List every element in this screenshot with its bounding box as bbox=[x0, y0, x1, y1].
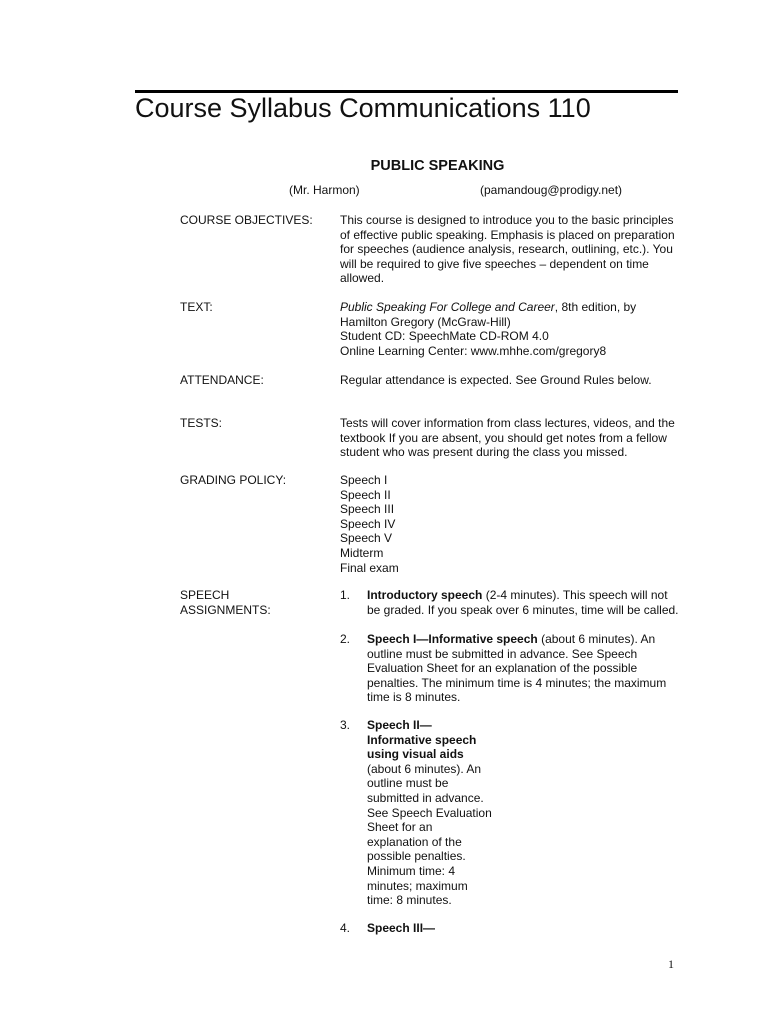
tests-line: textbook If you are absent, you should get notes from a fellow bbox=[340, 430, 667, 445]
assignment-line: minutes; maximum bbox=[367, 878, 468, 893]
text-line: Student CD: SpeechMate CD-ROM 4.0 bbox=[340, 329, 549, 344]
assignment-rest: (about 6 minutes). An bbox=[537, 632, 656, 646]
assignment-title-line: Speech II— bbox=[367, 718, 432, 732]
assignment-first-line bbox=[367, 632, 666, 647]
text-details bbox=[340, 300, 700, 358]
tests-label: TESTS: bbox=[180, 416, 223, 430]
assignment-first-line bbox=[367, 921, 435, 936]
assignment-line: outline must be submitted in advance. See Speech bbox=[367, 646, 638, 661]
grading-item: Speech V bbox=[340, 531, 393, 546]
grading-list bbox=[340, 473, 700, 575]
course-subtitle: PUBLIC SPEAKING bbox=[370, 158, 505, 174]
assignment-title: Introductory speech bbox=[367, 588, 483, 602]
assignment-first-line bbox=[367, 588, 679, 603]
assignment-number: 1. bbox=[340, 588, 351, 602]
grading-item: Speech I bbox=[340, 473, 388, 487]
assignment-line: penalties. The minimum time is 4 minutes; the maximum bbox=[367, 675, 667, 690]
instructor-name: (Mr. Harmon) bbox=[289, 183, 360, 197]
assignment-title: Speech I—Informative speech bbox=[367, 632, 538, 646]
assignment-item bbox=[367, 588, 679, 617]
grading-item: Final exam bbox=[340, 560, 399, 575]
objectives-line: allowed. bbox=[340, 271, 385, 286]
assignment-item bbox=[367, 632, 666, 705]
assignment-line: be graded. If you speak over 6 minutes, time will be called. bbox=[367, 602, 679, 617]
assignment-line: time is 8 minutes. bbox=[367, 690, 461, 705]
assignment-number: 3. bbox=[340, 718, 351, 732]
assignment-rest: (2-4 minutes). This speech will not bbox=[482, 588, 668, 602]
assignment-title-line: using visual aids bbox=[367, 747, 464, 762]
objectives-line: This course is designed to introduce you to the basic principles bbox=[340, 213, 674, 227]
assignment-title-line: Informative speech bbox=[367, 732, 477, 747]
assignment-line: (about 6 minutes). An bbox=[367, 761, 482, 776]
grading-label: GRADING POLICY: bbox=[180, 473, 287, 487]
assignments-label: SPEECH ASSIGNMENTS: bbox=[180, 588, 271, 617]
tests-text bbox=[340, 416, 700, 460]
assignment-number: 4. bbox=[340, 921, 351, 935]
instructor-email: (pamandoug@prodigy.net) bbox=[480, 183, 623, 197]
assignment-item bbox=[367, 718, 492, 908]
attendance-line: Regular attendance is expected. See Ground Rules below. bbox=[340, 373, 652, 387]
text-line: Online Learning Center: www.mhhe.com/gregory8 bbox=[340, 343, 607, 358]
assignment-number: 2. bbox=[340, 632, 351, 646]
assignment-line: explanation of the bbox=[367, 834, 462, 849]
book-title: Public Speaking For College and Career bbox=[340, 300, 555, 314]
assignment-line: time: 8 minutes. bbox=[367, 893, 452, 908]
attendance-label: ATTENDANCE: bbox=[180, 373, 264, 387]
grading-item: Speech III bbox=[340, 502, 395, 517]
assignment-line: Minimum time: 4 bbox=[367, 863, 456, 878]
assignment-line: submitted in advance. bbox=[367, 790, 484, 805]
assignment-item bbox=[367, 921, 435, 936]
tests-line: Tests will cover information from class lectures, videos, and the bbox=[340, 416, 675, 430]
grading-item: Speech II bbox=[340, 487, 391, 502]
book-edition: , 8th edition, by bbox=[554, 300, 637, 314]
objectives-line: will be required to give five speeches – dependent on time bbox=[340, 256, 649, 271]
assignment-line: outline must be bbox=[367, 776, 449, 791]
objectives-line: of effective public speaking. Emphasis is placed on preparation bbox=[340, 227, 675, 242]
objectives-line: for speeches (audience analysis, research, outlining, etc.). You bbox=[340, 242, 673, 257]
text-line: Hamilton Gregory (McGraw-Hill) bbox=[340, 314, 511, 329]
page-number: 1 bbox=[668, 957, 674, 971]
assignment-line: possible penalties. bbox=[367, 849, 466, 864]
assignment-line: Sheet for an bbox=[367, 820, 433, 835]
objectives-label: COURSE OBJECTIVES: bbox=[180, 213, 313, 227]
text-book-line bbox=[340, 300, 700, 315]
assignment-line: Evaluation Sheet for an explanation of the possible bbox=[367, 661, 638, 676]
attendance-text bbox=[340, 373, 700, 388]
tests-line: student who was present during the class you missed. bbox=[340, 445, 628, 460]
objectives-text bbox=[340, 213, 700, 286]
text-label: TEXT: bbox=[180, 300, 213, 314]
grading-item: Midterm bbox=[340, 545, 384, 560]
document-title: Course Syllabus Communications 110 bbox=[135, 93, 591, 123]
assignment-title: Speech III— bbox=[367, 921, 436, 935]
assignment-line: See Speech Evaluation bbox=[367, 805, 492, 820]
grading-item: Speech IV bbox=[340, 516, 396, 531]
